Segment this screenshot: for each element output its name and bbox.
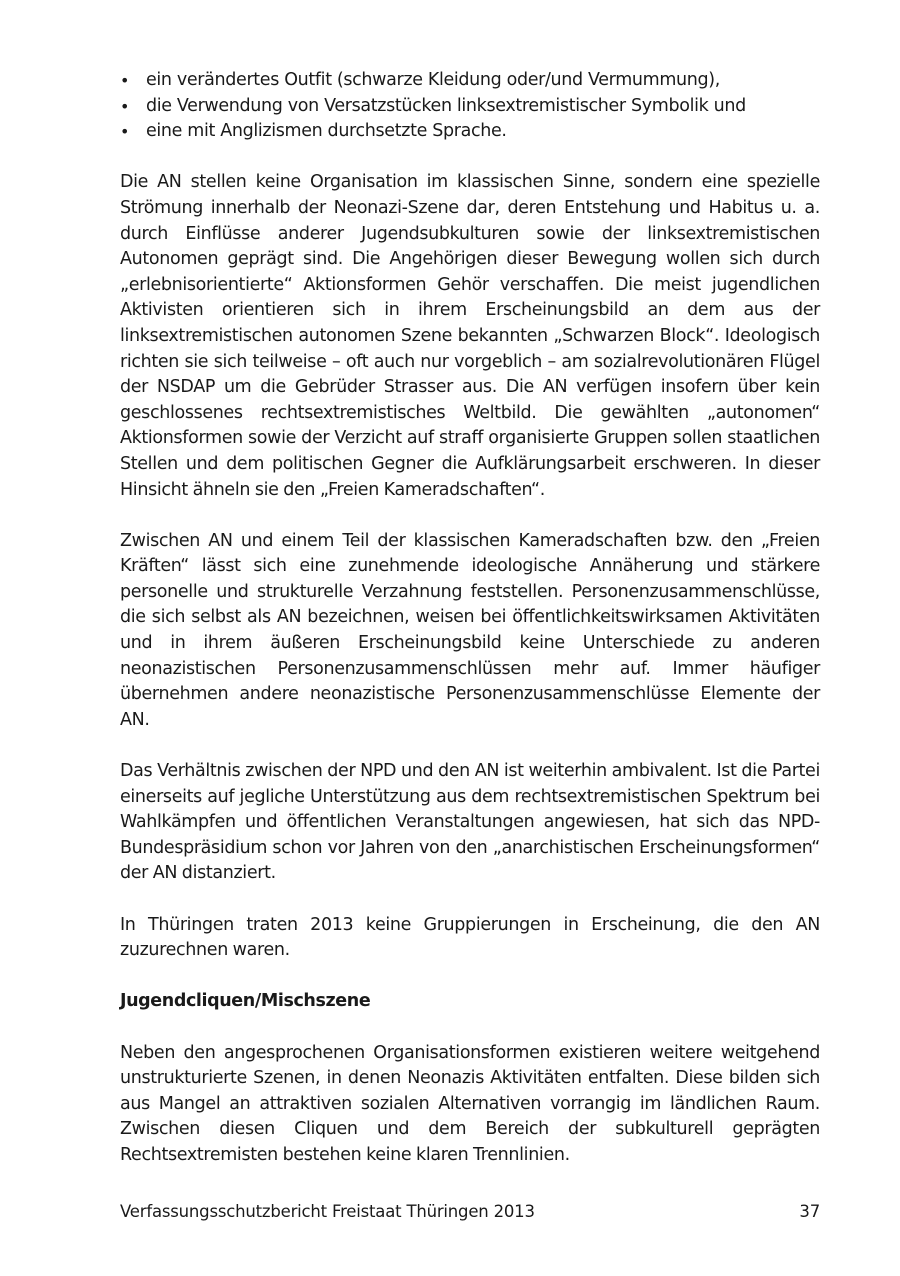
list-item-text: die Verwendung von Versatzstücken linksextremistischer Symbolik und <box>146 95 746 116</box>
list-item-text: eine mit Anglizismen durchsetzte Sprache. <box>146 121 507 142</box>
page-body <box>120 68 820 1169</box>
paragraph-an-kameradschaften: Zwischen AN und einem Teil der klassischen Kameradschaften bzw. den „Freien Kräften“ lässt sich eine zunehmende ideologische Annäherung und stärkere personelle und strukturelle Verzahnung feststellen. Personenzusammenschlüsse, die sich selbst als AN bezeichnen, weisen bei öffentlichkeitswirksamen Aktivitäten und in ihrem äußeren Erscheinungsbild keine Unterschiede zu anderen neonazistischen Personenzusammenschlüssen mehr auf. Immer häufiger übernehmen andere neonazistische Personenzusammenschlüsse Elemente der AN. <box>120 530 820 730</box>
list-item <box>120 119 820 145</box>
bullet-list <box>120 68 820 145</box>
page-footer <box>120 1202 820 1221</box>
list-item <box>120 94 820 120</box>
paragraph-thueringen-2013: In Thüringen traten 2013 keine Gruppierungen in Erscheinung, die den AN zuzurechnen waren. <box>120 914 820 961</box>
list-item-text: ein verändertes Outfit (schwarze Kleidung oder/und Vermummung), <box>146 70 720 90</box>
list-item <box>120 68 820 94</box>
bullet-icon: • <box>120 96 130 116</box>
bullet-icon: • <box>120 122 130 142</box>
paragraph-mischszene: Neben den angesprochenen Organisationsformen existieren weitere weitgehend unstrukturierte Szenen, in denen Neonazis Aktivitäten entfalten. Diese bilden sich aus Mangel an attraktiven sozialen Alternativen vorrangig im ländlichen Raum. Zwischen diesen Cliquen und dem Bereich der subkulturell geprägten Rechtsextremisten bestehen keine klaren Trennlinien. <box>120 1042 820 1165</box>
bullet-icon: • <box>120 71 130 90</box>
paragraph-an-definition: Die AN stellen keine Organisation im klassischen Sinne, sondern eine spezielle Strömung innerhalb der Neonazi-Szene dar, deren Entstehung und Habitus u. a. durch Einflüsse anderer Jugendsubkulturen sowie der linksextremistischen Autonomen geprägt sind. Die Angehörigen dieser Bewegung wollen sich durch „erlebnisorientierte“ Aktionsformen Gehör verschaffen. Die meist jugendlichen Aktivisten orientieren sich in ihrem Erscheinungsbild an dem aus der linksextremistischen autonomen Szene bekannten „Schwarzen Block“. Ideologisch richten sie sich teilweise – oft auch nur vorgeblich – am sozialrevolutionären Flügel der NSDAP um die Gebrüder Strasser aus. Die AN verfügen insofern über kein geschlossenes rechtsextremistisches Weltbild. Die gewählten „autonomen“ Aktionsformen sowie der Verzicht auf straff organisierte Gruppen sollen staatlichen Stellen und dem politischen Gegner die Aufklärungsarbeit erschweren. In dieser Hinsicht ähneln sie den „Freien Kameradschaften“. <box>120 172 820 500</box>
footer-title: Verfassungsschutzbericht Freistaat Thüringen 2013 <box>120 1202 535 1221</box>
page-number: 37 <box>799 1202 820 1221</box>
paragraph-npd-relation: Das Verhältnis zwischen der NPD und den AN ist weiterhin ambivalent. Ist die Partei einerseits auf jegliche Unterstützung aus dem rechtsextremistischen Spektrum bei Wahlkämpfen und öffentlichen Veranstaltungen angewiesen, hat sich das NPD-Bundespräsidium schon vor Jahren von den „anarchistischen Erscheinungsformen“ der AN distanziert. <box>120 761 820 884</box>
section-heading: Jugendcliquen/Mischszene <box>120 991 371 1012</box>
